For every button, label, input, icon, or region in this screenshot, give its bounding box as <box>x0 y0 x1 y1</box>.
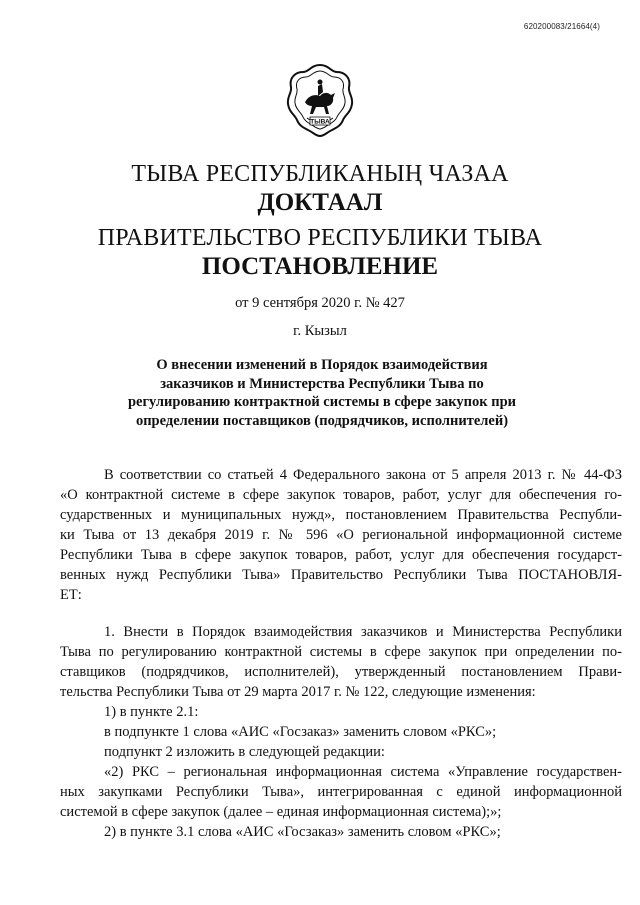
city: г. Кызыл <box>293 323 347 339</box>
clause-1-line: Тыва по регулированию контрактной системы в сфере закупок при определении по- <box>60 644 622 660</box>
quoted-definition-line: ных закупками Республики Тыва», интегрированная с единой информационной <box>60 784 622 800</box>
preamble-line: ЕТ: <box>60 587 82 603</box>
clause-item: 2) в пункте 3.1 слова «АИС «Госзаказ» заменить словом «РКС»; <box>104 824 501 840</box>
preamble-line: венных нужд Республики Тыва» Правительство Республики Тыва ПОСТАНОВЛЯ- <box>60 567 622 583</box>
tuva-document-type: ДОКТААЛ <box>257 189 383 216</box>
subject-line: заказчиков и Министерства Республики Тыва по <box>160 375 484 392</box>
clause-item: 1) в пункте 2.1: <box>104 704 199 720</box>
date-and-number: от 9 сентября 2020 г. № 427 <box>235 295 405 311</box>
document-titles <box>0 160 640 282</box>
clause-1-line: ставщиков (подрядчиков, исполнителей), утвержденный постановлением Прави- <box>60 664 622 680</box>
subject-line: регулированию контрактной системы в сфере закупок при <box>127 394 517 410</box>
preamble-line: Республики Тыва в сфере закупок товаров, работ, услуг для обеспечения государст- <box>60 547 622 563</box>
quoted-definition-line: системой в сфере закупок (далее – единая информационная система);»; <box>60 804 502 820</box>
russian-government-title: ПРАВИТЕЛЬСТВО РЕСПУБЛИКИ ТЫВА <box>97 225 543 251</box>
tuva-government-title: ТЫВА РЕСПУБЛИКАНЫҢ ЧАЗАА <box>131 161 509 187</box>
subject-line: О внесении изменений в Порядок взаимодействия <box>156 357 488 373</box>
document-subject <box>120 356 524 430</box>
subject-line: определении поставщиков (подрядчиков, исполнителей) <box>135 412 509 429</box>
quoted-definition-line: «2) РКС – региональная информационная система «Управление государствен- <box>104 764 622 780</box>
clause-1 <box>60 622 622 842</box>
preamble-line: В соответствии со статьей 4 Федерального закона от 5 апреля 2013 г. № 44-ФЗ <box>104 467 622 483</box>
russian-document-type: ПОСТАНОВЛЕНИЕ <box>201 253 439 280</box>
emblem-label: ТЫВА <box>310 118 330 126</box>
preamble-line: сударственных и муниципальных нужд», постановлением Правительства Республи- <box>60 507 622 523</box>
tuva-emblem-icon <box>285 62 355 138</box>
preamble-paragraph <box>60 465 622 605</box>
preamble-line: ки Тыва от 13 декабря 2019 г. № 596 «О региональной информационной системе <box>60 527 622 543</box>
preamble-line: «О контрактной системе в сфере закупок товаров, работ, услуг для обеспечения го- <box>60 487 622 503</box>
clause-item: в подпункте 1 слова «АИС «Госзаказ» заменить словом «РКС»; <box>104 724 497 740</box>
clause-1-line: 1. Внести в Порядок взаимодействия заказчиков и Министерства Республики <box>104 624 622 640</box>
document-meta <box>0 294 640 340</box>
document-code: 620200083/21664(4) <box>523 22 600 31</box>
clause-1-line: тельства Республики Тыва от 29 марта 2017 г. № 122, следующие изменения: <box>60 684 536 700</box>
clause-item: подпункт 2 изложить в следующей редакции: <box>104 744 385 760</box>
